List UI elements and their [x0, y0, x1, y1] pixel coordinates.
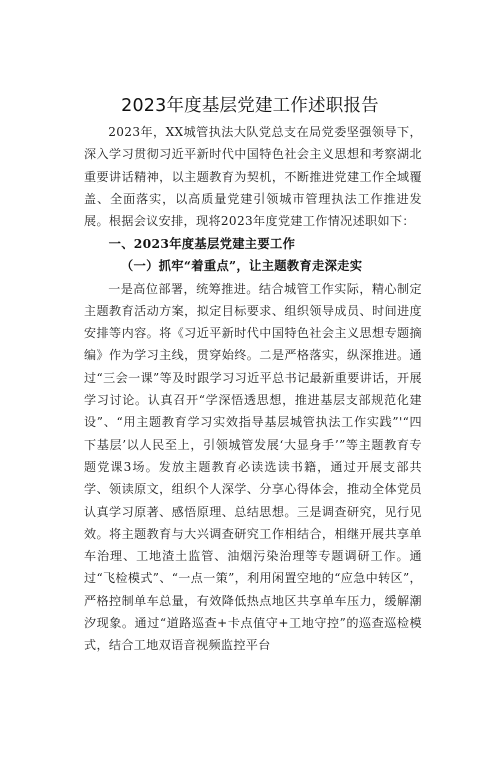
section-heading: 一、2023年度基层党建主要工作: [108, 236, 296, 251]
intro-paragraph: 2023年，XX城管执法大队党总支在局党委坚强领导下，深入学习贯彻习近平新时代中国特色社会主义思想和考察湖北重要讲话精神，以主题教育为契机，不断推进党建工作全域覆盖、全面落实，以高质量党建引领城市管理执法工作推进发展。根据会议安排，现将2023年度党建工作情况述职如下：: [84, 125, 422, 229]
body-paragraph: 一是高位部署，统筹推进。结合城管工作实际，精心制定主题教育活动方案，拟定目标要求、组织领导成员、时间进度安排等内容。将《习近平新时代中国特色社会主义思想专题摘编》作为学习主线，贯穿始终。二是严格落实，纵深推进。通过“三会一课”等及时跟学习习近平总书记最新重要讲话，开展学习讨论。认真召开“学深悟透思想，推进基层支部规范化建设”、“用主题教育学习实效指导基层城管执法工作实践”'“四下基层’以人民至上，引领城管发展‘大显身手’”等主题教育专题党课3场。发放主题教育必读选读书籍，通过开展支部共学、领读原文，组织个人深学、分享心得体会，推动全体党员认真学习原著、感悟原理、总结思想。三是调查研究，见行见效。将主题教育与大兴调查研究工作相结合，相继开展共享单车治理、工地渣土监管、油烟污染治理等专题调研工作。通过“飞检模式”、“一点一策”，利用闲置空地的“应急中转区”，严格控制单车总量，有效降低热点地区共享单车压力，缓解潮汐现象。通过“道路巡查+卡点值守+工地守控”的巡查巡检模式，结合工地双语音视频监控平台: [84, 281, 422, 653]
subsection-heading: （一）抓牢“着重点”，让主题教育走深走实: [120, 258, 363, 274]
document-title: 2023年度基层党建工作述职报告: [121, 96, 379, 116]
document-content: [84, 121, 422, 769]
